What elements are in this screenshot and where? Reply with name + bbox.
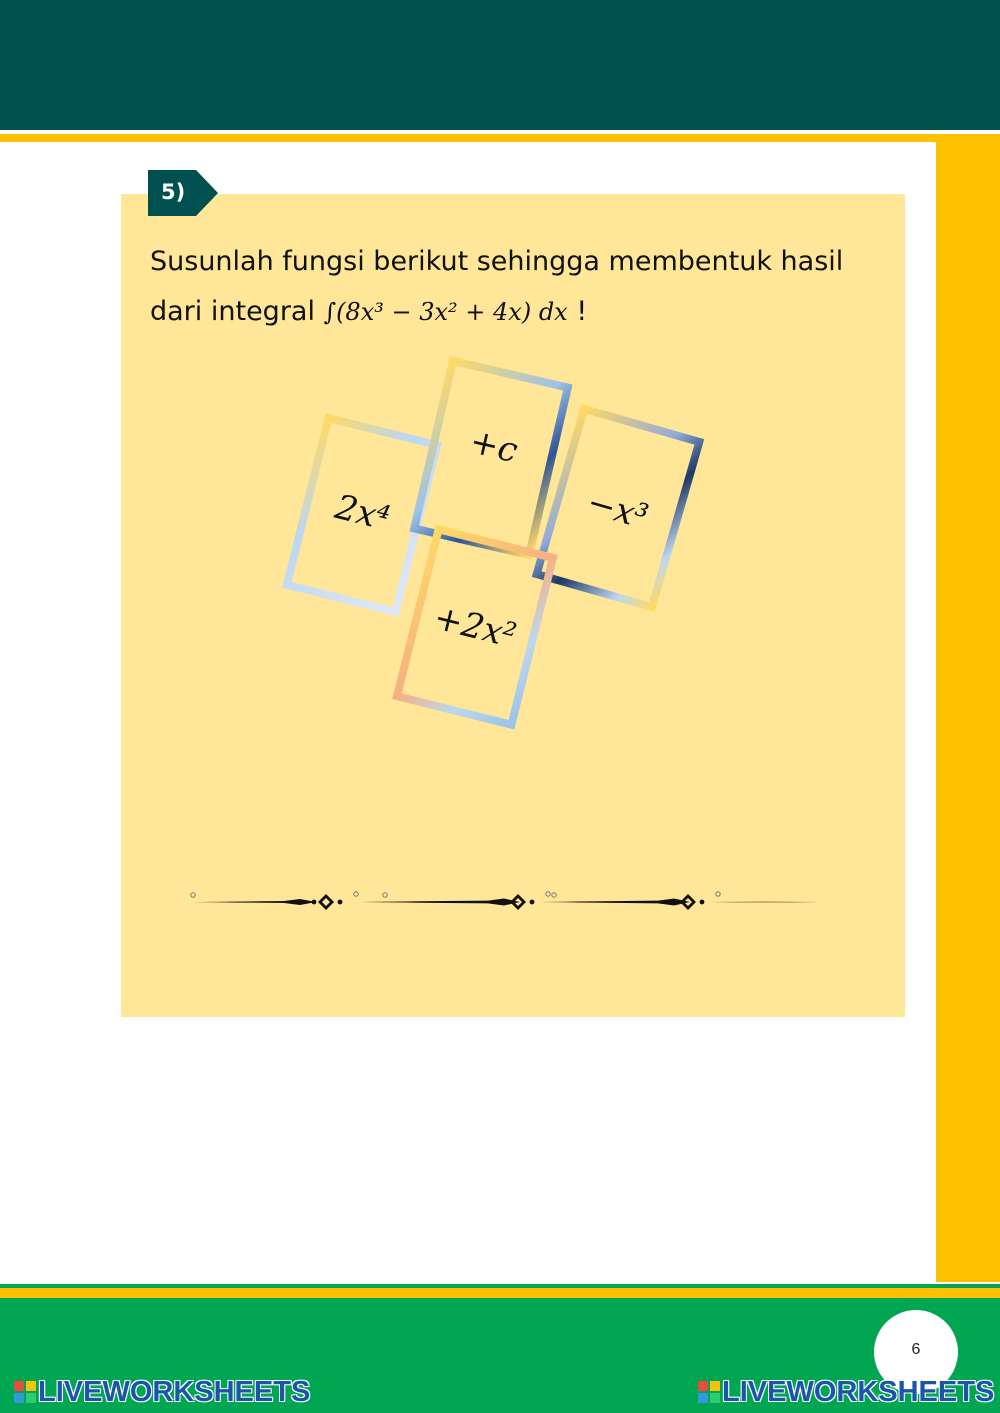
question-number: 5)	[161, 180, 186, 204]
side-accent-bar	[936, 142, 1000, 1282]
tile-label: +2x²	[429, 597, 521, 657]
brand-right	[698, 1374, 994, 1410]
brand-left	[14, 1374, 310, 1410]
instruction-prefix: dari integral	[150, 296, 315, 327]
liveworksheets-logo-icon	[698, 1381, 720, 1403]
instruction-line-1: Susunlah fungsi berikut sehingga membentuk hasil	[150, 246, 844, 277]
tile-label: +c	[466, 421, 522, 472]
footer-stripe	[0, 1288, 1000, 1298]
integral-formula: ∫(8x³ − 3x² + 4x) dx	[323, 298, 568, 326]
instruction-line-2	[150, 287, 890, 337]
brand-name: LIVEWORKSHEETS	[38, 1375, 311, 1408]
header-stripe	[0, 134, 1000, 142]
ornamental-divider	[188, 888, 824, 918]
instruction-suffix: !	[576, 296, 588, 327]
brand-name: LIVEWORKSHEETS	[722, 1375, 995, 1408]
question-number-badge	[148, 170, 218, 216]
page-number: 6	[911, 1341, 921, 1358]
liveworksheets-logo-icon	[14, 1381, 36, 1403]
tile-label: 2x⁴	[331, 487, 394, 540]
tile-label: −x³	[582, 482, 653, 538]
question-instruction	[150, 237, 890, 337]
header-band	[0, 0, 1000, 130]
